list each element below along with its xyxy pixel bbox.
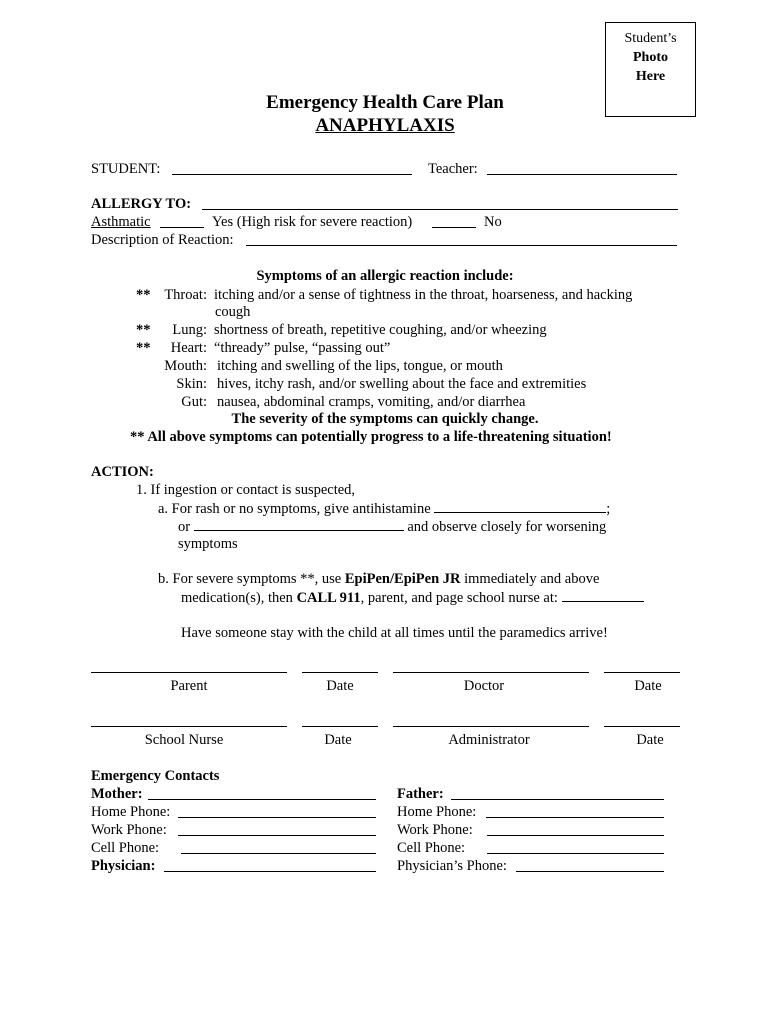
symptom-throat-label: Throat: [164,287,207,303]
symptom-heart-text: “thready” pulse, “passing out” [214,340,391,356]
right-physicians-phone-label: Physician’s Phone: [397,858,507,874]
symptom-heart-marker: ** [136,340,151,356]
left-mother-label: Mother: [91,786,143,802]
asthmatic-label: Asthmatic [91,214,151,230]
symptoms-heading: Symptoms of an allergic reaction include: [256,268,514,284]
parent-caption: Parent [170,678,208,694]
action-step-b-line1 [158,570,599,588]
right-work-phone-label: Work Phone: [397,822,473,838]
symptom-mouth-label: Mouth: [164,358,207,374]
page-title: Emergency Health Care Plan [266,92,504,113]
action-step-1: 1. If ingestion or contact is suspected, [136,482,356,498]
right-home-phone-label: Home Phone: [397,804,477,820]
symptom-heart-label: Heart: [170,340,207,356]
right-cell-phone-field[interactable] [487,840,664,854]
left-work-phone-label: Work Phone: [91,822,167,838]
symptom-lung-marker: ** [136,322,151,338]
symptom-skin-label: Skin: [176,376,207,392]
photo-box-line-1: Student’s [624,31,677,46]
symptom-skin-text: hives, itchy rash, and/or swelling about the face and extremities [217,376,587,392]
student-name-field[interactable] [172,161,412,175]
alternate-medication-field[interactable] [194,517,404,531]
right-cell-phone-label: Cell Phone: [397,840,466,856]
symptom-lung-text: shortness of breath, repetitive coughing, and/or wheezing [214,322,547,338]
left-cell-phone-label: Cell Phone: [91,840,160,856]
left-mother-field[interactable] [148,786,376,800]
step-b2-post: , parent, and page school nurse at: [360,590,558,606]
emergency-contacts-heading: Emergency Contacts [91,768,220,784]
doctor-date-line[interactable] [604,672,680,673]
right-physicians-phone-field[interactable] [516,858,664,872]
right-father-field[interactable] [451,786,664,800]
school-nurse-caption: School Nurse [144,732,224,748]
doctor-caption: Doctor [463,678,505,694]
action-step-a-line2 [178,517,606,536]
action-step-b-line2 [181,588,644,607]
symptom-throat-text: itching and/or a sense of tightness in the throat, hoarseness, and hacking [214,287,633,303]
progression-warning: ** All above symptoms can potentially progress to a life-threatening situation! [130,429,612,445]
asthmatic-yes-field[interactable] [160,214,204,228]
step-a-semicolon: ; [606,501,611,517]
asthmatic-yes-text: Yes (High risk for severe reaction) [212,214,413,230]
page-subtitle: ANAPHYLAXIS [315,115,455,136]
action-step-a-line3: symptoms [178,536,238,552]
severity-note: The severity of the symptoms can quickly change. [231,411,539,427]
asthmatic-no-field[interactable] [432,214,476,228]
step-b-pre: b. For severe symptoms **, use [158,571,345,587]
left-physician-field[interactable] [164,858,376,872]
allergy-label: ALLERGY TO: [91,196,192,212]
allergy-field[interactable] [202,196,678,210]
parent-date-line[interactable] [302,672,378,673]
symptom-lung-label: Lung: [172,322,207,338]
step-b-post: immediately and above [460,571,600,587]
parent-date-caption: Date [326,678,354,694]
asthmatic-no-text: No [484,214,502,230]
step-a-text: a. For rash or no symptoms, give antihistamine [158,501,431,517]
call-911-text: CALL 911 [296,590,361,606]
step-a-observe: and observe closely for worsening [407,519,607,535]
symptom-throat-text-cont: cough [215,304,251,320]
step-a-or: or [178,519,191,535]
step-b2-pre: medication(s), then [181,590,297,606]
administrator-signature-line[interactable] [393,726,589,727]
nurse-signature-line[interactable] [91,726,287,727]
description-field[interactable] [246,232,677,246]
administrator-caption: Administrator [448,732,530,748]
right-home-phone-field[interactable] [486,804,664,818]
teacher-label: Teacher: [428,161,478,177]
doctor-date-caption: Date [634,678,662,694]
action-heading: ACTION: [91,464,154,480]
symptom-throat-marker: ** [136,287,151,303]
photo-box-line-3: Here [635,69,666,84]
left-work-phone-field[interactable] [178,822,376,836]
stay-with-child-note: Have someone stay with the child at all times until the paramedics arrive! [181,625,608,641]
right-work-phone-field[interactable] [487,822,664,836]
symptom-gut-label: Gut: [181,394,207,410]
symptom-mouth-text: itching and swelling of the lips, tongue, or mouth [217,358,503,374]
left-home-phone-field[interactable] [178,804,376,818]
school-nurse-page-field[interactable] [562,588,644,602]
student-label: STUDENT: [91,161,161,177]
photo-box-line-2: Photo [633,50,668,65]
symptom-gut-text: nausea, abdominal cramps, vomiting, and/or diarrhea [217,394,526,410]
epipen-text: EpiPen/EpiPen JR [344,571,461,587]
description-label: Description of Reaction: [91,232,234,248]
parent-signature-line[interactable] [91,672,287,673]
antihistamine-field[interactable] [434,499,606,513]
left-physician-label: Physician: [91,858,156,874]
nurse-date-line[interactable] [302,726,378,727]
left-home-phone-label: Home Phone: [91,804,171,820]
nurse-date-caption: Date [324,732,352,748]
administrator-date-caption: Date [636,732,664,748]
left-cell-phone-field[interactable] [181,840,376,854]
student-photo-box [605,22,696,117]
action-step-a-line1 [158,499,610,518]
teacher-name-field[interactable] [487,161,677,175]
doctor-signature-line[interactable] [393,672,589,673]
right-father-label: Father: [397,786,444,802]
administrator-date-line[interactable] [604,726,680,727]
